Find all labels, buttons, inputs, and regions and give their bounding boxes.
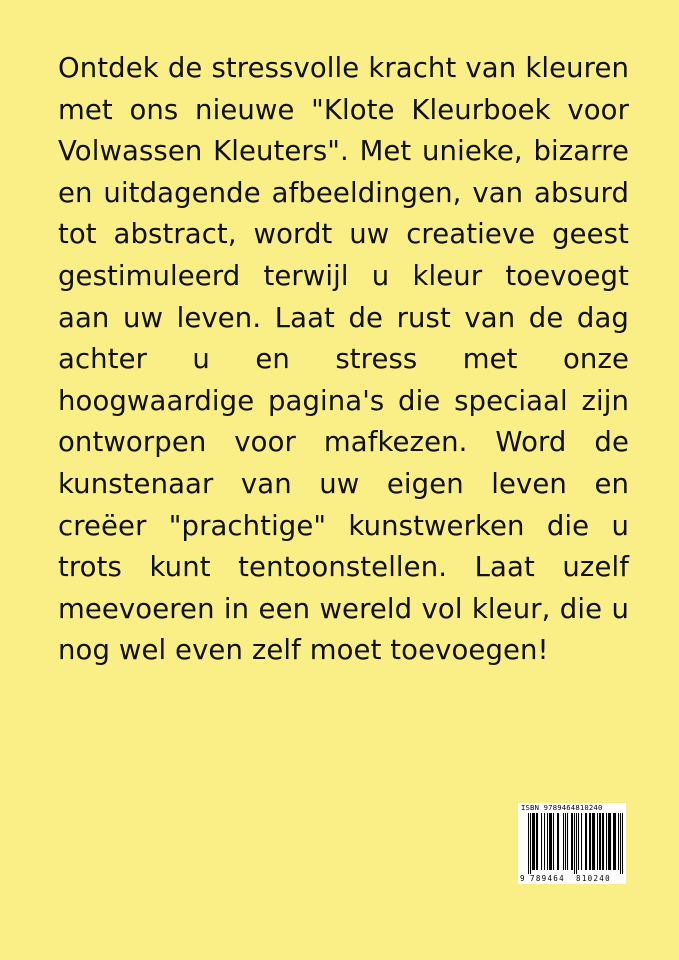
barcode-bar bbox=[597, 813, 598, 870]
barcode-bar bbox=[528, 813, 529, 874]
isbn-digit-first: 9 bbox=[520, 874, 525, 883]
barcode-bar bbox=[609, 813, 610, 870]
barcode-bar bbox=[585, 813, 586, 870]
barcode-bar bbox=[549, 813, 550, 870]
barcode-bar bbox=[610, 813, 611, 870]
barcode-bar bbox=[558, 813, 559, 870]
barcode-bar bbox=[550, 813, 551, 870]
barcode-bar bbox=[544, 813, 545, 870]
barcode-bar bbox=[571, 813, 572, 870]
barcode-bar bbox=[620, 813, 621, 874]
barcode-bar bbox=[600, 813, 601, 870]
barcode-bar bbox=[547, 813, 548, 870]
barcode-bar bbox=[567, 813, 568, 870]
barcode-bar bbox=[534, 813, 535, 870]
barcode-bar bbox=[537, 813, 538, 870]
barcode-bar bbox=[594, 813, 595, 870]
isbn-barcode bbox=[518, 803, 626, 884]
barcode-bar bbox=[572, 813, 573, 870]
barcode-bar bbox=[608, 813, 609, 870]
barcode-bar bbox=[574, 813, 575, 874]
barcode-bar bbox=[532, 813, 533, 870]
barcode-bar bbox=[590, 813, 591, 870]
barcode-bar bbox=[536, 813, 537, 870]
isbn-digits bbox=[518, 874, 626, 883]
barcode-bar bbox=[551, 813, 552, 870]
isbn-digits-left: 789464 bbox=[530, 874, 565, 883]
barcode-bar bbox=[563, 813, 564, 870]
barcode-bar bbox=[613, 813, 614, 870]
isbn-digits-right: 810240 bbox=[576, 874, 611, 883]
barcode-bar bbox=[614, 813, 615, 870]
barcode-bars bbox=[521, 813, 623, 874]
barcode-bar bbox=[565, 813, 566, 870]
barcode-bar bbox=[557, 813, 558, 870]
barcode-bar bbox=[578, 813, 579, 870]
barcode-bar bbox=[592, 813, 593, 870]
barcode-bar bbox=[530, 813, 531, 874]
barcode-bar bbox=[615, 813, 616, 870]
barcode-bar bbox=[589, 813, 590, 870]
back-cover-blurb: Ontdek de stressvolle kracht van kleuren met ons nieuwe "Klote Kleurboek voor Volwassen Kleuters". Met unieke, bizarre en uitdagende afbeeldingen, van absurd tot abstract, wordt uw creatieve geest gestimuleerd terwijl u kleur toevoegt aan uw leven. Laat de rust van de dag achter u en stress met onze hoogwaardige pagina's die speciaal zijn ontworpen voor mafkezen. Word de kunstenaar van uw eigen leven en creëer "prachtige" kunstwerken die u trots kunt tentoonstellen. Laat uzelf meevoeren in een wereld vol kleur, die u nog wel even zelf moet toevoegen! bbox=[58, 52, 629, 667]
barcode-bar bbox=[586, 813, 587, 870]
barcode-bar bbox=[599, 813, 600, 870]
isbn-label: ISBN 9789464810240 bbox=[521, 803, 603, 812]
barcode-bar bbox=[606, 813, 607, 870]
barcode-bar bbox=[581, 813, 582, 870]
barcode-bar bbox=[533, 813, 534, 870]
barcode-bar bbox=[622, 813, 623, 874]
barcode-bar bbox=[553, 813, 554, 870]
barcode-bar bbox=[618, 813, 619, 870]
barcode-bar bbox=[603, 813, 604, 870]
barcode-bar bbox=[593, 813, 594, 870]
barcode-bar bbox=[602, 813, 603, 870]
barcode-bar bbox=[576, 813, 577, 874]
barcode-bar bbox=[541, 813, 542, 870]
